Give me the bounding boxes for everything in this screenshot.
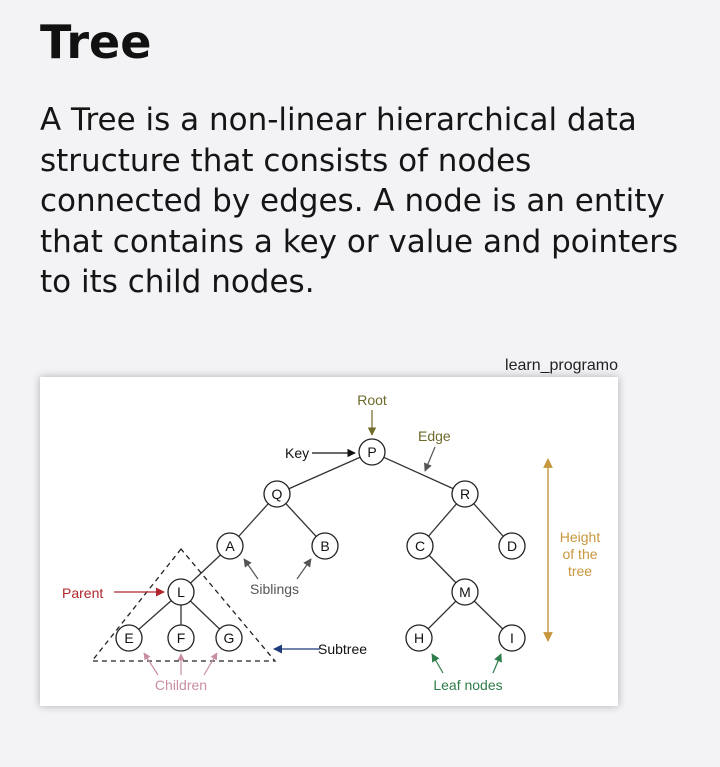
height-label-line3: tree [567, 563, 593, 579]
node-d [499, 533, 525, 559]
node-g [216, 625, 242, 651]
siblings-arrow-a [244, 559, 258, 579]
node-d-label: D [506, 538, 518, 554]
leaf-arrow-h [432, 654, 443, 673]
page-title: Tree [40, 15, 152, 69]
tree-diagram [40, 377, 618, 706]
node-c [407, 533, 433, 559]
watermark: learn_programo [505, 357, 618, 374]
node-i-label: I [510, 630, 514, 646]
leaf-nodes-label: Leaf nodes [433, 677, 503, 693]
leaf-arrow-i [493, 654, 501, 673]
node-h [406, 625, 432, 651]
node-p [359, 439, 385, 465]
tree-nodes [116, 439, 525, 651]
node-b-label: B [320, 538, 330, 554]
node-e [116, 625, 142, 651]
node-b [312, 533, 338, 559]
node-l-label: L [177, 584, 185, 600]
node-f [168, 625, 194, 651]
node-m-label: M [459, 584, 471, 600]
edge-arrow [425, 447, 435, 471]
root-label: Root [357, 392, 387, 408]
subtree-label: Subtree [318, 641, 368, 657]
height-label-line1: Height [559, 529, 601, 545]
edge-label: Edge [418, 428, 451, 444]
node-p-label: P [367, 444, 377, 460]
node-q-label: Q [271, 486, 283, 502]
node-f-label: F [176, 630, 186, 646]
node-e-label: E [124, 630, 134, 646]
node-c-label: C [414, 538, 426, 554]
height-label-line2: of the [562, 546, 598, 562]
node-i [499, 625, 525, 651]
node-r [452, 481, 478, 507]
children-label: Children [154, 677, 208, 693]
node-l [168, 579, 194, 605]
children-arrow-g [204, 653, 217, 675]
node-r-label: R [459, 486, 471, 502]
node-a-label: A [225, 538, 235, 554]
siblings-label: Siblings [250, 581, 300, 597]
siblings-arrow-b [297, 559, 311, 579]
description-text: A Tree is a non-linear hierarchical data structure that consists of nodes connected by edges. A node is an entity that contains a key or value and pointers to its child nodes. [40, 102, 679, 300]
node-h-label: H [413, 630, 425, 646]
node-a [217, 533, 243, 559]
children-arrow-e [144, 653, 158, 675]
parent-label: Parent [62, 585, 104, 601]
tree-diagram-card [40, 377, 618, 706]
key-label: Key [285, 445, 310, 461]
edge-p-r [372, 452, 465, 494]
node-m [452, 579, 478, 605]
node-g-label: G [223, 630, 235, 646]
node-q [264, 481, 290, 507]
